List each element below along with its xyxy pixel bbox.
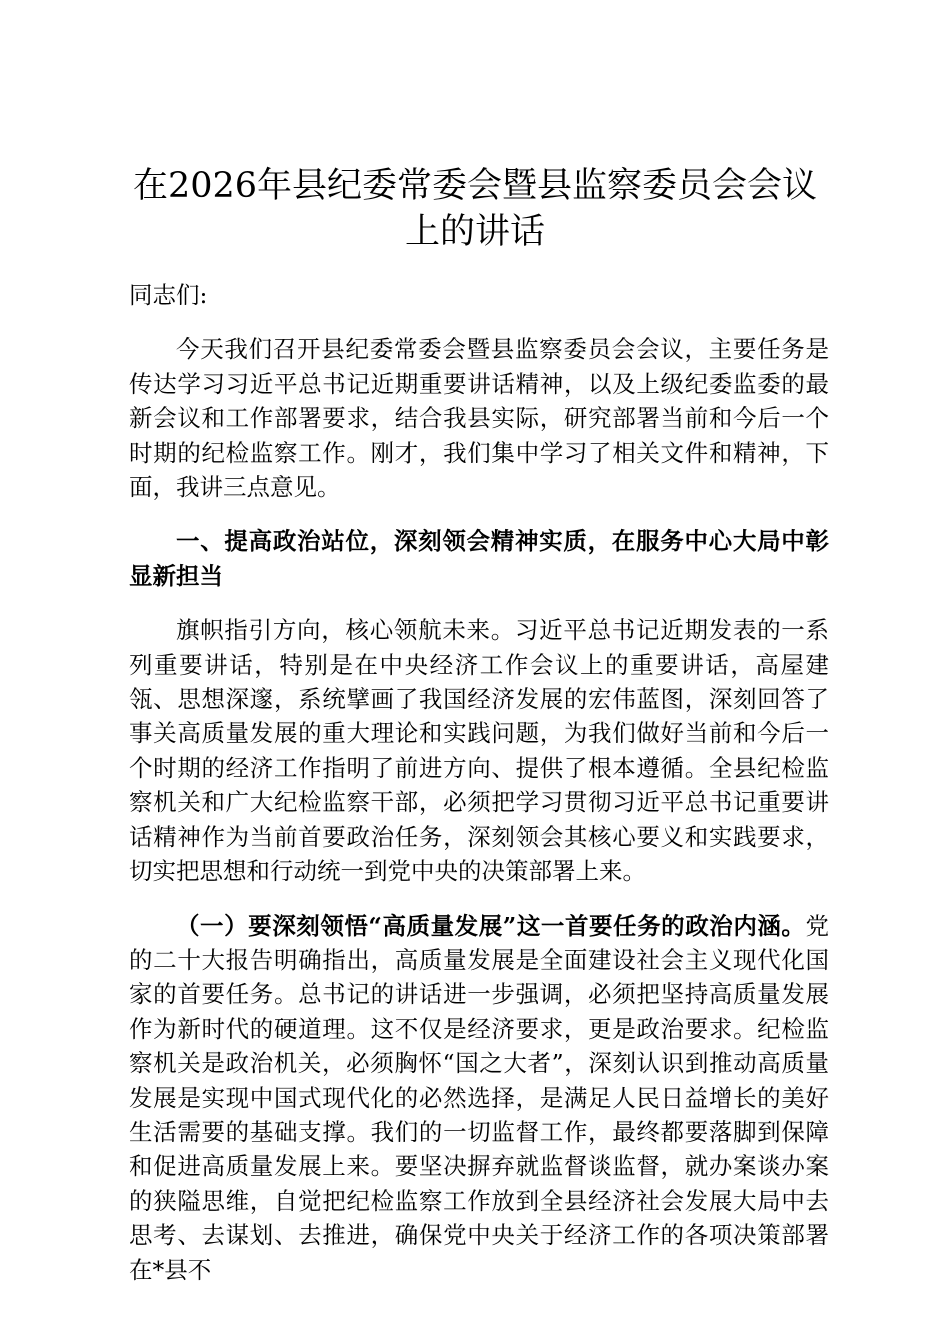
title-line-2: 上的讲话 xyxy=(404,212,545,252)
subsection-1-body: 党的二十大报告明确指出，高质量发展是全面建设社会主义现代化国家的首要任务。总书记的讲话进一步强调，必须把坚持高质量发展作为新时代的硬道理。这不仅是经济要求，更是政治要求。纪检监察机关是政治机关，必须胸怀“国之大者”，深刻认识到推动高质量发展是实现中国式现代化的必然选择，是满足人民日益增长的美好生活需要的基础支撑。我们的一切监督工作，最终都要落脚到保障和促进高质量发展上来。要坚决摒弃就监督谈监督，就办案谈办案的狭隘思维，自觉把纪检监察工作放到全县经济社会发展大局中去思考、去谋划、去推进，确保党中央关于经济工作的各项决策部署在*县不 xyxy=(129,911,829,1284)
document-body xyxy=(129,278,829,1287)
section-1-heading: 一、提高政治站位，深刻领会精神实质，在服务中心大局中彰显新担当 xyxy=(129,527,829,590)
salutation: 同志们: xyxy=(129,281,208,309)
title-line-1: 在2026年县纪委常委会暨县监察委员会会议 xyxy=(132,166,818,206)
section-1-paragraph: 旗帜指引方向，核心领航未来。习近平总书记近期发表的一系列重要讲话，特别是在中央经济工作会议上的重要讲话，高屋建瓴、思想深邃，系统擘画了我国经济发展的宏伟蓝图，深刻回答了事关高质量发展的重大理论和实践问题，为我们做好当前和今后一个时期的经济工作指明了前进方向、提供了根本遵循。全县纪检监察机关和广大纪检监察干部，必须把学习贯彻习近平总书记重要讲话精神作为当前首要政治任务，深刻领会其核心要义和实践要求，切实把思想和行动统一到党中央的决策部署上来。 xyxy=(129,616,829,886)
subsection-1-paragraph xyxy=(129,909,829,1287)
intro-paragraph: 今天我们召开县纪委常委会暨县监察委员会会议，主要任务是传达学习习近平总书记近期重要讲话精神，以及上级纪委监委的最新会议和工作部署要求，结合我县实际，研究部署当前和今后一个时期的纪检监察工作。刚才，我们集中学习了相关文件和精神，下面，我讲三点意见。 xyxy=(129,335,829,502)
subsection-1-lead: （一）要深刻领悟“高质量发展”这一首要任务的政治内涵。 xyxy=(176,911,806,940)
document-title xyxy=(100,163,850,255)
